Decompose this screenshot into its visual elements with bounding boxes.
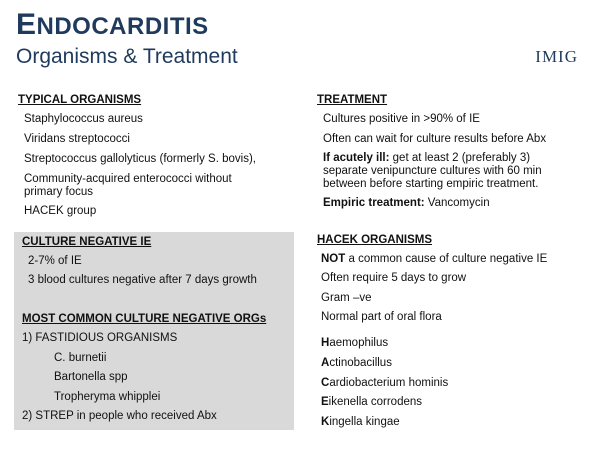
hacek-heading: HACEK ORGANISMS — [317, 234, 433, 246]
typical-organisms-heading: TYPICAL ORGANISMS — [18, 94, 142, 106]
hacek-section — [317, 233, 587, 433]
most-common-heading: MOST COMMON CULTURE NEGATIVE ORGs — [22, 313, 267, 325]
page-title: ENDOCARDITIS — [16, 8, 209, 41]
list-item: 2-7% of IE — [28, 255, 82, 267]
list-item: between before starting empiric treatment. — [323, 178, 539, 190]
hacek-organism: Actinobacillus — [321, 357, 392, 369]
hacek-organism: Eikenella corrodens — [321, 396, 423, 408]
hacek-organism: Kingella kingae — [321, 416, 400, 428]
list-item: Cultures positive in >90% of IE — [323, 113, 480, 125]
acute-line: If acutely ill: get at least 2 (preferably 3) — [323, 152, 531, 164]
list-item: Tropheryma whipplei — [54, 391, 161, 403]
empiric-line: Empiric treatment: Vancomycin — [323, 197, 490, 209]
hacek-organism: Haemophilus — [321, 337, 389, 349]
list-item: 1) FASTIDIOUS ORGANISMS — [22, 332, 178, 344]
list-item: Often can wait for culture results before Abx — [323, 133, 547, 145]
list-item: Normal part of oral flora — [321, 311, 442, 323]
list-item: 3 blood cultures negative after 7 days growth — [28, 274, 257, 286]
treatment-section — [317, 93, 587, 223]
list-item: Bartonella spp — [54, 371, 128, 383]
hacek-organism: Cardiobacterium hominis — [321, 377, 449, 389]
list-item: Community-acquired enterococci without — [24, 173, 232, 185]
page-subtitle: Organisms & Treatment — [16, 45, 238, 68]
culture-negative-section — [22, 235, 292, 430]
list-item: Often require 5 days to grow — [321, 272, 467, 284]
list-item: Streptococcus gallolyticus (formerly S. bovis), — [24, 153, 256, 165]
culture-negative-heading: CULTURE NEGATIVE IE — [22, 236, 152, 248]
list-item: Viridans streptococci — [24, 133, 130, 145]
list-item: Gram –ve — [321, 292, 372, 304]
not-line: NOT a common cause of culture negative IE — [321, 253, 548, 265]
list-item: 2) STREP in people who received Abx — [22, 410, 217, 422]
typical-organisms-section — [18, 93, 298, 223]
list-item: primary focus — [24, 186, 94, 198]
list-item: separate venipuncture cultures with 60 min — [323, 165, 542, 177]
list-item: Staphylococcus aureus — [24, 113, 143, 125]
list-item: C. burnetii — [54, 352, 107, 364]
list-item: HACEK group — [24, 205, 97, 217]
treatment-heading: TREATMENT — [317, 94, 388, 106]
imig-logo: IMIG — [535, 47, 578, 66]
